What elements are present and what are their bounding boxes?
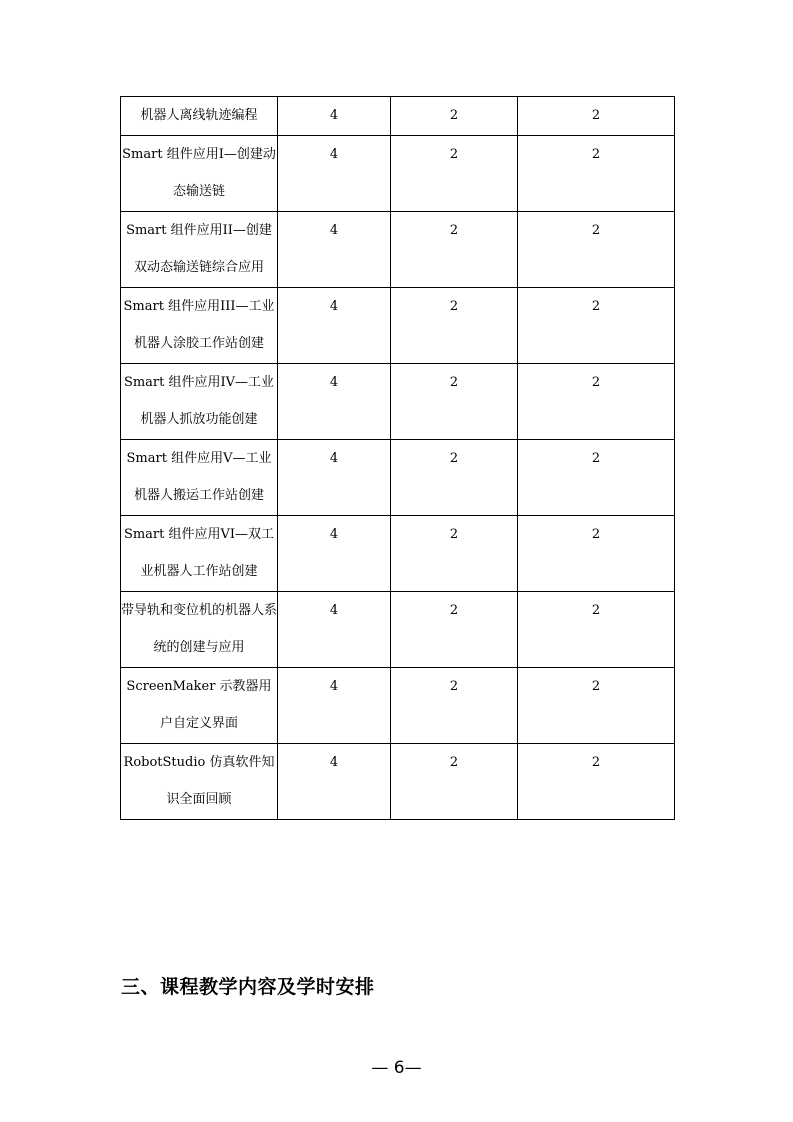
row-name-cell: Smart 组件应用IV—工业机器人抓放功能创建: [121, 363, 278, 439]
row-name-cell: Smart 组件应用V—工业机器人搬运工作站创建: [121, 439, 278, 515]
row-practice-hours-cell: 2: [518, 211, 675, 287]
table-row: [121, 515, 675, 591]
table-row: [121, 97, 675, 136]
row-name-cell: 机器人离线轨迹编程: [121, 97, 278, 136]
row-total-hours-cell: 4: [278, 439, 391, 515]
course-hours-table: [120, 96, 675, 820]
table-row: [121, 135, 675, 211]
row-total-hours-cell: 4: [278, 515, 391, 591]
table-row: [121, 667, 675, 743]
table-row: [121, 591, 675, 667]
row-practice-hours-cell: 2: [518, 363, 675, 439]
row-total-hours-cell: 4: [278, 135, 391, 211]
table-row: [121, 363, 675, 439]
row-practice-hours-cell: 2: [518, 667, 675, 743]
row-total-hours-cell: 4: [278, 363, 391, 439]
row-total-hours-cell: 4: [278, 743, 391, 819]
row-total-hours-cell: 4: [278, 287, 391, 363]
row-practice-hours-cell: 2: [518, 591, 675, 667]
row-practice-hours-cell: 2: [518, 439, 675, 515]
row-name-cell: Smart 组件应用III—工业机器人涂胶工作站创建: [121, 287, 278, 363]
row-total-hours-cell: 4: [278, 97, 391, 136]
row-theory-hours-cell: 2: [391, 439, 518, 515]
row-theory-hours-cell: 2: [391, 743, 518, 819]
row-name-cell: Smart 组件应用II—创建双动态输送链综合应用: [121, 211, 278, 287]
row-practice-hours-cell: 2: [518, 743, 675, 819]
table-row: [121, 211, 675, 287]
row-total-hours-cell: 4: [278, 591, 391, 667]
row-theory-hours-cell: 2: [391, 591, 518, 667]
page-number: — 6—: [371, 1058, 422, 1078]
row-total-hours-cell: 4: [278, 667, 391, 743]
row-practice-hours-cell: 2: [518, 287, 675, 363]
row-theory-hours-cell: 2: [391, 211, 518, 287]
row-theory-hours-cell: 2: [391, 515, 518, 591]
row-name-cell: ScreenMaker 示教器用户自定义界面: [121, 667, 278, 743]
table-row: [121, 743, 675, 819]
row-name-cell: Smart 组件应用I—创建动态输送链: [121, 135, 278, 211]
row-practice-hours-cell: 2: [518, 515, 675, 591]
row-name-cell: RobotStudio 仿真软件知识全面回顾: [121, 743, 278, 819]
section-heading: 三、课程教学内容及学时安排: [121, 976, 375, 998]
row-total-hours-cell: 4: [278, 211, 391, 287]
table-row: [121, 439, 675, 515]
row-theory-hours-cell: 2: [391, 287, 518, 363]
row-practice-hours-cell: 2: [518, 97, 675, 136]
table-row: [121, 287, 675, 363]
row-theory-hours-cell: 2: [391, 97, 518, 136]
row-theory-hours-cell: 2: [391, 363, 518, 439]
row-name-cell: 带导轨和变位机的机器人系统的创建与应用: [121, 591, 278, 667]
row-practice-hours-cell: 2: [518, 135, 675, 211]
row-theory-hours-cell: 2: [391, 667, 518, 743]
row-theory-hours-cell: 2: [391, 135, 518, 211]
row-name-cell: Smart 组件应用VI—双工业机器人工作站创建: [121, 515, 278, 591]
